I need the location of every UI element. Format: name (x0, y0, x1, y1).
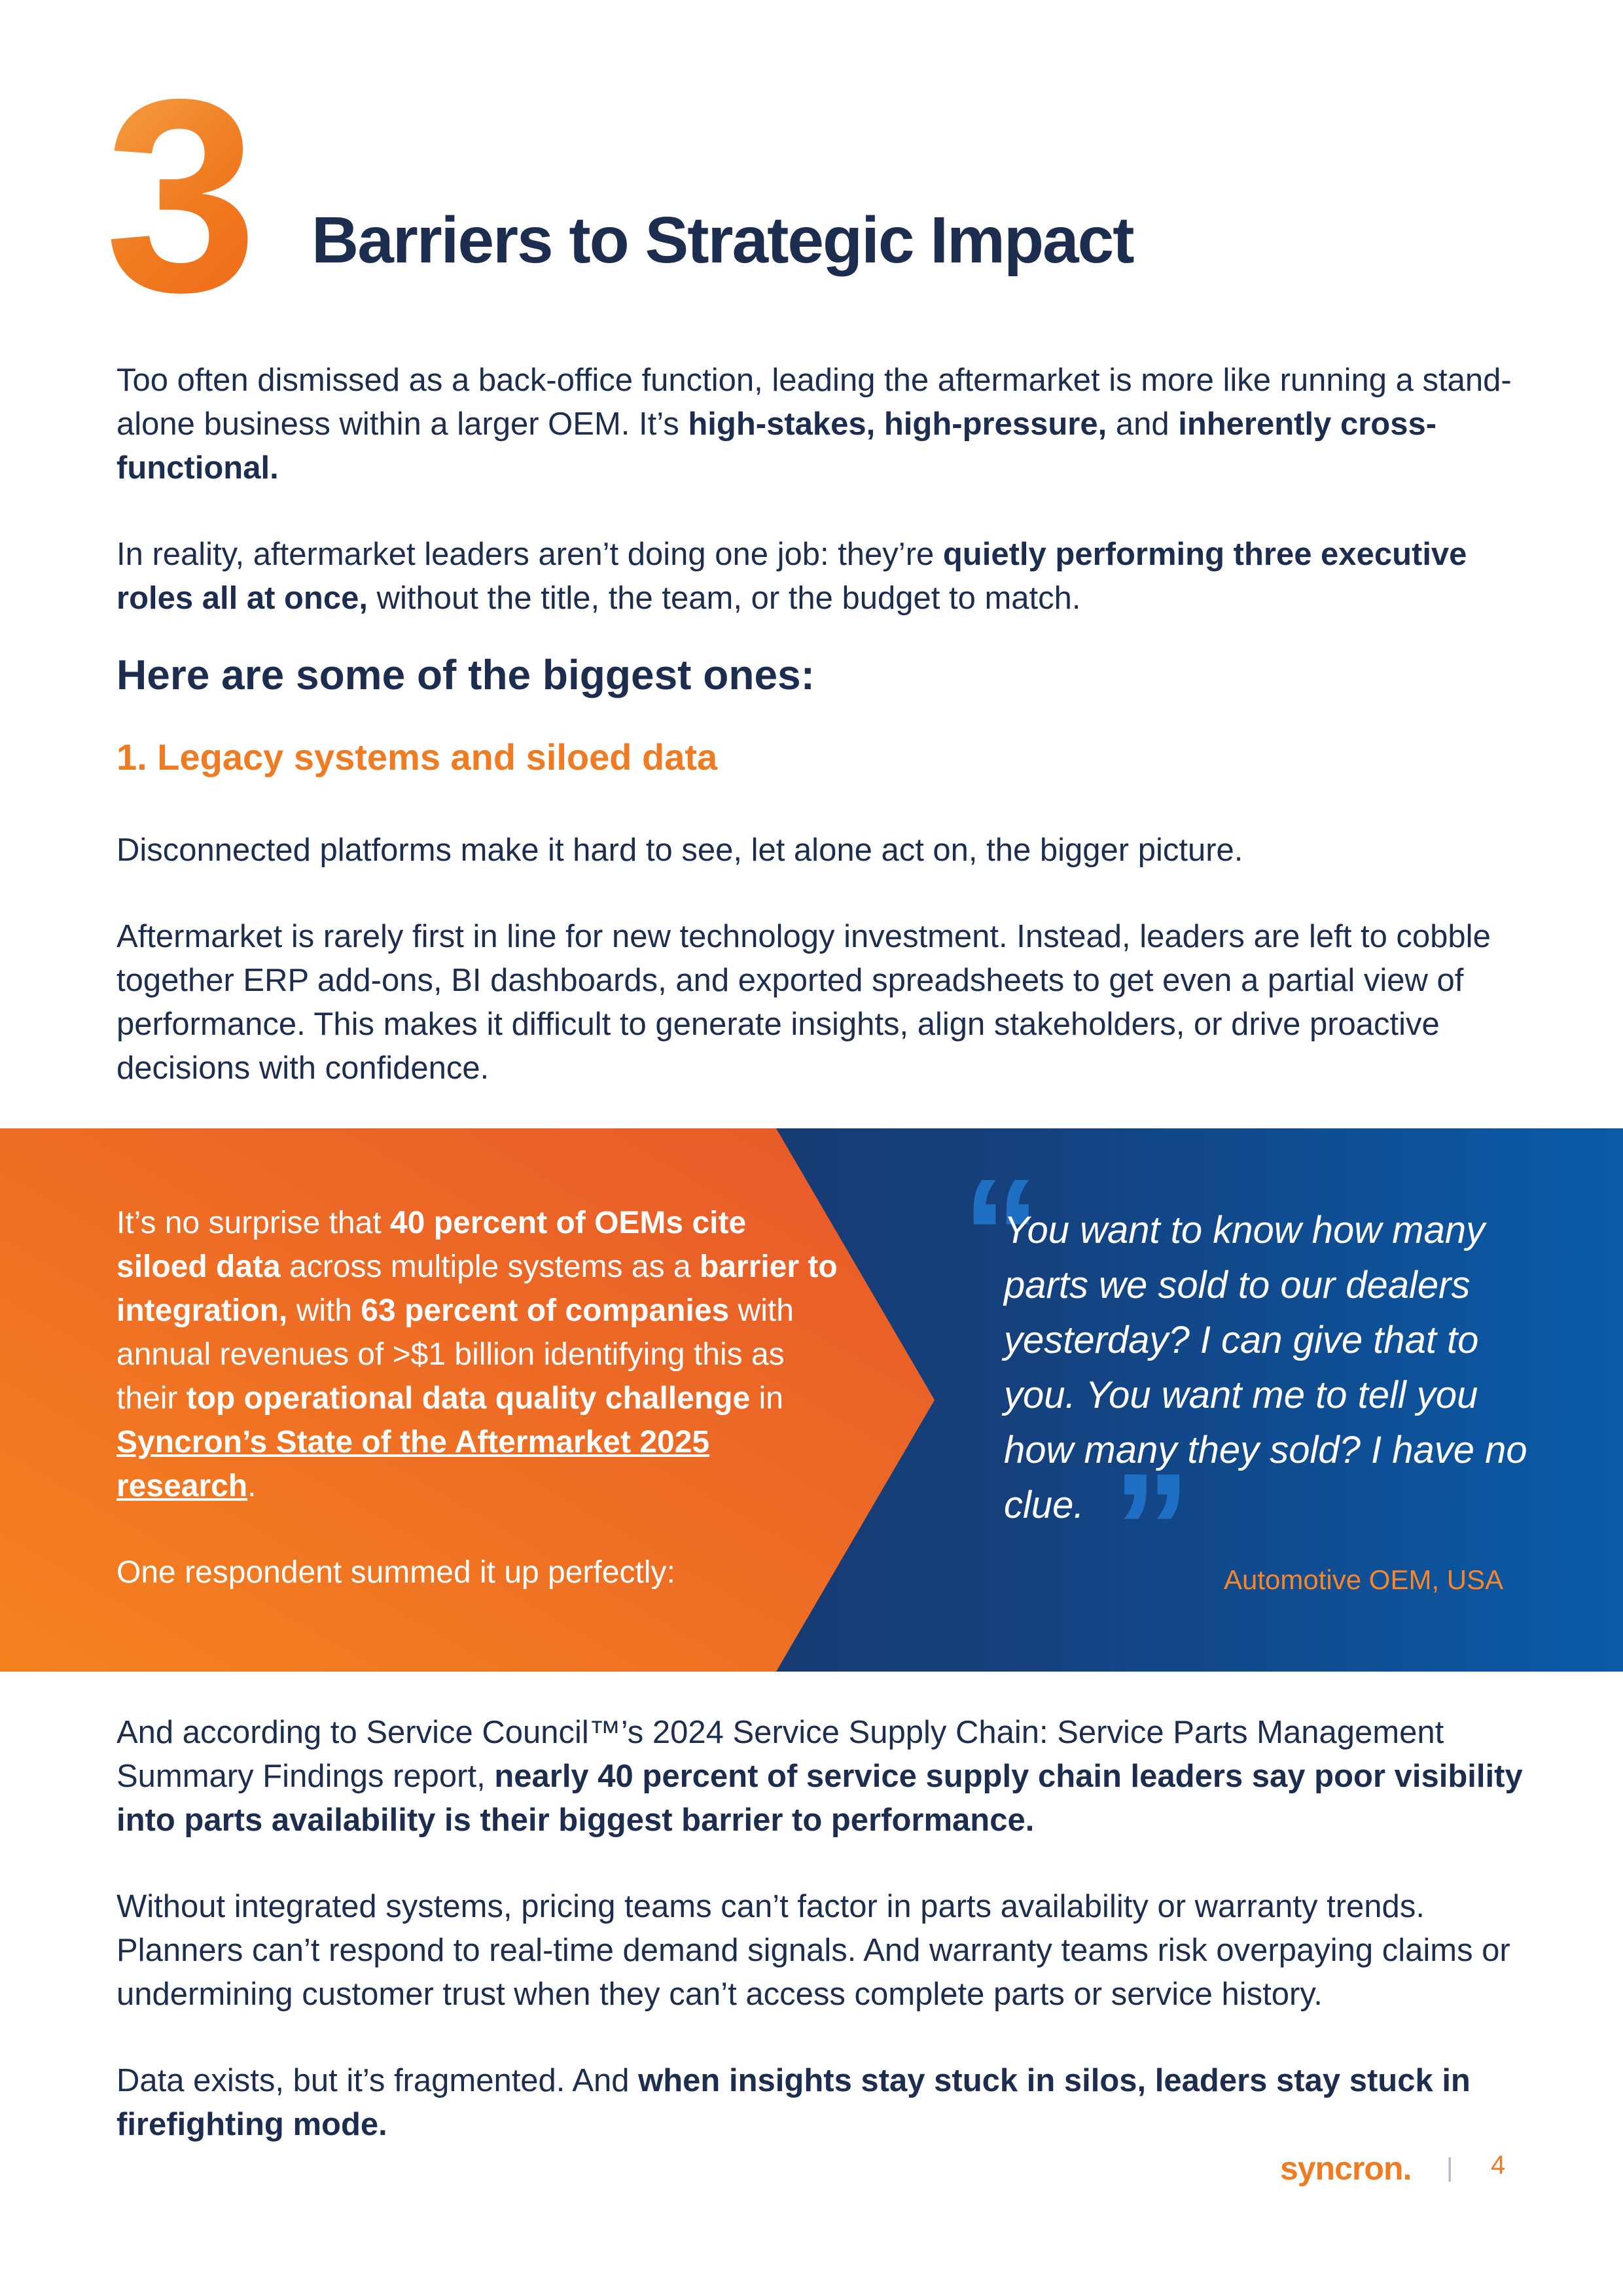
respondent-quote: You want to know how many parts we sold to our dealers yesterday? I can give that to you. You want me to tell you how many they sold? I have no clue. (1004, 1209, 1527, 1526)
research-link[interactable]: Syncron’s State of the Aftermarket 2025 research (116, 1425, 710, 1503)
subsection-heading: 1. Legacy systems and siloed data (116, 736, 718, 778)
syncron-logo: syncron. (1280, 2150, 1412, 2187)
closing-paragraph-2: Without integrated systems, pricing teams can’t factor in parts availability or warranty trends. Planners can’t respond to real-time demand signals. And warranty teams risk overpaying claims or undermining customer trust when they can’t access complete parts or service history. (116, 1889, 1510, 2012)
section-number: 3 (105, 43, 251, 350)
body-paragraph-2: Aftermarket is rarely first in line for new technology investment. Instead, leaders are left to cobble together ERP add-ons, BI dashboards, and exported spreadsheets to get even a partial view of performance. This makes it difficult to generate insights, align stakeholders, or drive proactive decisions with confidence. (116, 919, 1491, 1086)
respondent-intro: One respondent summed it up perfectly: (116, 1555, 675, 1590)
body-paragraph-1: Disconnected platforms make it hard to see, let alone act on, the bigger picture. (116, 833, 1243, 868)
quote-source: Automotive OEM, USA (1224, 1564, 1504, 1595)
section-heading: Here are some of the biggest ones: (116, 651, 815, 698)
stat-callout: It’s no surprise that 40 percent of OEMs cite siloed data across multiple systems as a barrier to integration, with 63 percent of companies with annual revenues of >$1 billion identifying this as their top operational data quality challenge in Syncron’s State of the Aftermarket 2025 research. (116, 1206, 838, 1503)
intro-paragraph-2: In reality, aftermarket leaders aren’t doing one job: they’re quietly performing three executive roles all at once, without the title, the team, or the budget to match. (116, 537, 1467, 616)
footer-separator: | (1446, 2153, 1454, 2182)
page-number: 4 (1491, 2151, 1506, 2179)
open-quote-icon: “ (962, 1146, 1041, 1321)
close-quote-icon: ” (1113, 1441, 1191, 1616)
closing-paragraph-1: And according to Service Council™’s 2024 Service Supply Chain: Service Parts Management Summary Findings report, nearly 40 percent of service supply chain leaders say poor visibility into parts availability is their biggest barrier to performance. (116, 1715, 1523, 1838)
intro-paragraph-1: Too often dismissed as a back-office function, leading the aftermarket is more like running a stand-alone business within a larger OEM. It’s high-stakes, high-pressure, and inherently cross-functional. (116, 363, 1512, 486)
closing-paragraph-3: Data exists, but it’s fragmented. And when insights stay stuck in silos, leaders stay stuck in firefighting mode. (116, 2063, 1471, 2142)
page-title: Barriers to Strategic Impact (312, 204, 1133, 277)
